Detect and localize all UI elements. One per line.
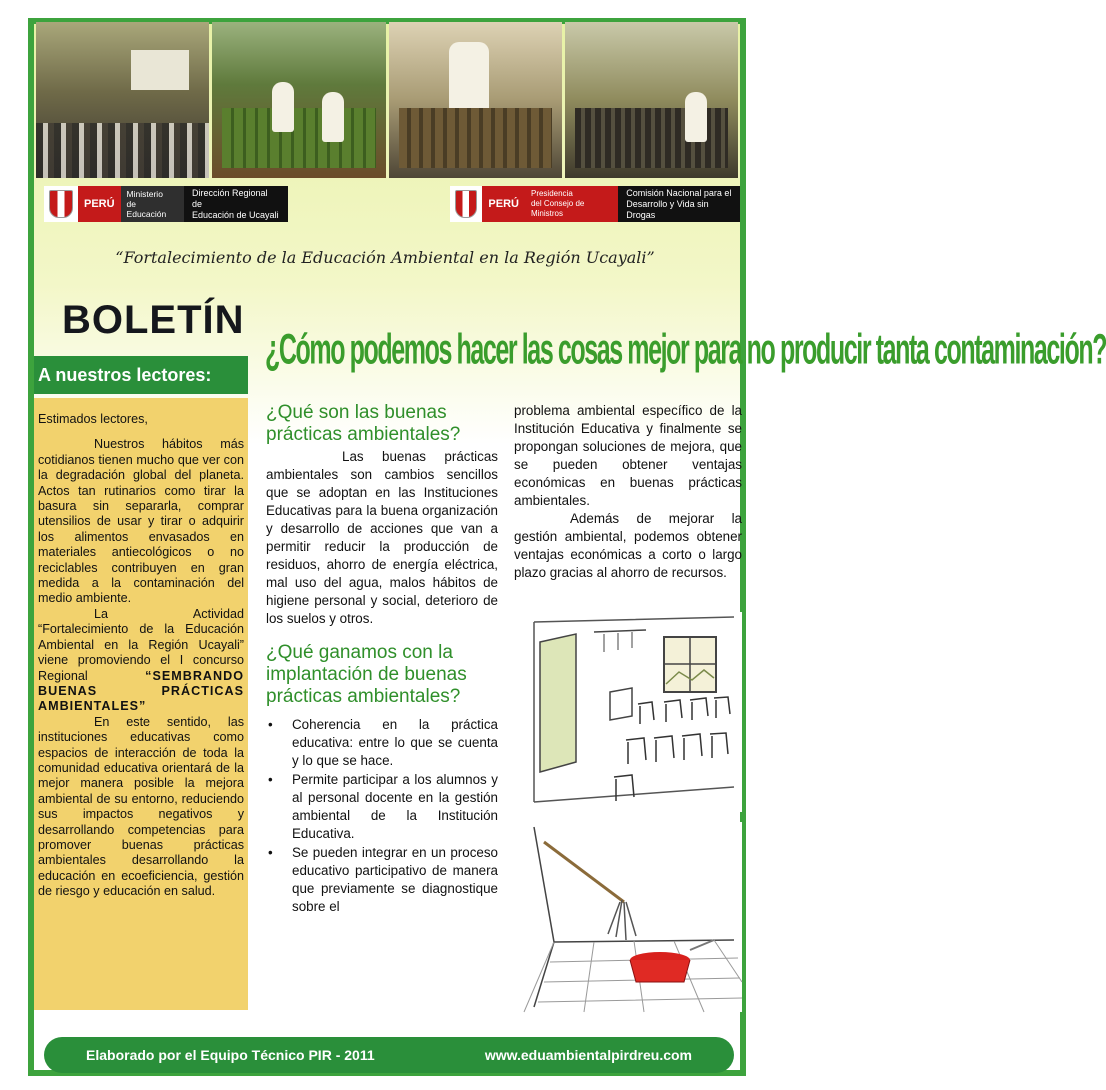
headline: ¿Cómo podemos hacer las cosas mejor para no producir tanta contaminación? [265, 326, 1106, 374]
classroom-illustration [514, 612, 742, 812]
photo-strip [36, 22, 738, 178]
commission-label: Comisión Nacional para el Desarrollo y Vida sin Drogas [618, 186, 740, 222]
continuation-paragraph-1: problema ambiental específico de la Institución Educativa y finalmente se propongan soluciones de mejora, que se pueden obtener ventajas económicas en buenas prácticas ambientales. [514, 403, 742, 508]
continuation-column [514, 402, 742, 582]
seedling-bed [222, 108, 375, 168]
garden-photo [389, 22, 562, 178]
worker-figure [685, 92, 707, 142]
greenhouse-photo [565, 22, 738, 178]
devida-logo [450, 186, 740, 222]
peru-label: PERÚ [78, 186, 121, 222]
readers-paragraph-1: Nuestros hábitos más cotidianos tienen mucho que ver con la degradación global del planeta. Actos tan rutinarios como tirar la basura sin separarla, comprar utensilios de usar y tirar o adquirir los alimentos envasados en materiales antiecológicos o no reciclables contribuyen en gran medida a la contaminación del medio ambiente. [38, 437, 244, 606]
soil-bed [399, 108, 552, 168]
ministry-label: Ministerio de Educación [121, 186, 184, 222]
dre-label: Dirección Regional de Educación de Ucayali [184, 186, 288, 222]
readers-paragraph-2: La Actividad “Fortalecimiento de la Educación Ambiental en la Región Ucayali” viene promoviendo el I concurso Regional “SEMBRANDO BUENAS PRÁCTICAS AMBIENTALES” [38, 606, 244, 714]
benefits-list [266, 716, 498, 916]
list-item: • Permite participar a los alumnos y al personal docente en la gestión ambiental de la Institución Educativa. [292, 771, 498, 843]
minedu-logo [44, 186, 288, 222]
greeting: Estimados lectores, [38, 412, 148, 426]
footer-website-link[interactable]: www.eduambientalpirdreu.com [484, 1047, 692, 1063]
audience [36, 123, 209, 178]
peru-label: PERÚ [482, 186, 525, 222]
peru-shield-icon [455, 190, 477, 218]
classroom-photo [36, 22, 209, 178]
list-item: • Se pueden integrar en un proceso educativo participativo de manera que previamente se diagnostique sobre el [292, 844, 498, 916]
continuation-paragraph-2: Además de mejorar la gestión ambiental, podemos obtener ventajas económicas a corto o largo plazo gracias al ahorro de recursos. [514, 511, 742, 580]
nursery-photo [212, 22, 385, 178]
presidency-label: Presidencia del Consejo de Ministros [525, 186, 618, 222]
readers-column [34, 398, 248, 1010]
footer-credit: Elaborado por el Equipo Técnico PIR - 2011 [86, 1047, 375, 1063]
readers-paragraph-3: En este sentido, las instituciones educativas como espacios de interacción de toda la comunidad educativa orientará de la mejor manera posible la mejora ambiental de su entorno, reduciendo sus impactos negativos y desarrollando competencias para promover buenas prácticas ambientales desarrollando la educación en ecoeficiencia, gestión de riesgo y educación en salud. [38, 714, 244, 899]
readers-heading: A nuestros lectores: [34, 356, 248, 394]
section-heading-practices: ¿Qué son las buenas prácticas ambientales? [266, 402, 461, 445]
projection-screen [131, 50, 189, 90]
section-heading-benefits: ¿Qué ganamos con la implantación de buenas prácticas ambientales? [266, 642, 467, 707]
list-item: • Coherencia en la práctica educativa: entre lo que se cuenta y lo que se hace. [292, 716, 498, 770]
footer-bar [44, 1037, 734, 1073]
page-title: BOLETÍN [62, 298, 245, 342]
student-figure [322, 92, 344, 142]
cleaning-illustration [514, 822, 742, 1012]
peru-shield-icon [49, 190, 73, 218]
practices-paragraph: Las buenas prácticas ambientales son cambios sencillos que se adoptan en las Instituciones Educativas para la buena organización y desarrollo de acciones que van a permitir reducir la producción de residuos, ahorro de energía eléctrica, mal uso del agua, malos hábitos de higiene personal y social, deterioro de los suelos y otros. [266, 449, 498, 626]
motto: “Fortalecimiento de la Educación Ambiental en la Región Ucayali” [115, 248, 655, 267]
practices-column [266, 402, 498, 917]
student-figure [272, 82, 294, 132]
